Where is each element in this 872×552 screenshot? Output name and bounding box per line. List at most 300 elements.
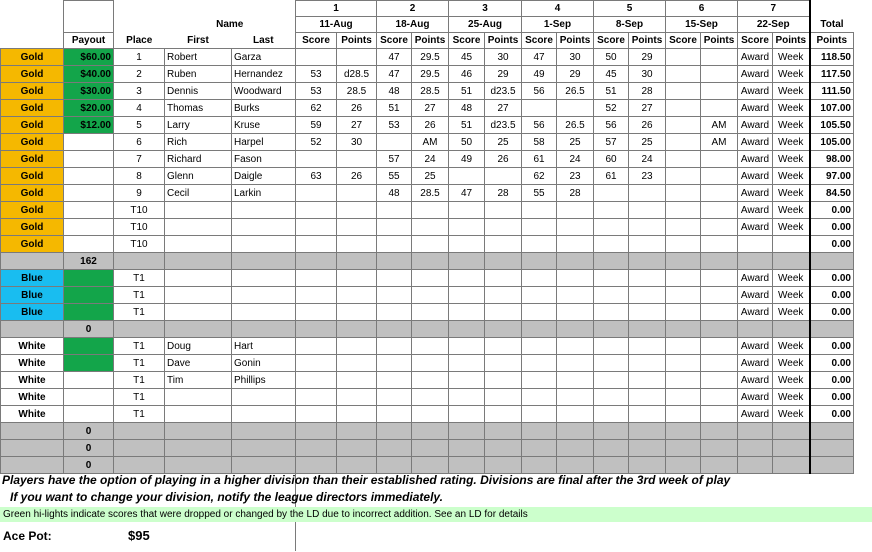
points-cell[interactable]	[337, 270, 377, 287]
place-cell[interactable]: T1	[114, 372, 165, 389]
first-name-cell[interactable]: Ruben	[165, 66, 232, 83]
score-cell[interactable]: 46	[449, 66, 485, 83]
score-cell[interactable]	[377, 219, 412, 236]
points-cell[interactable]: 27	[412, 100, 449, 117]
place-cell[interactable]: 4	[114, 100, 165, 117]
total-points-cell[interactable]: 0.00	[810, 236, 854, 253]
points-cell[interactable]	[629, 355, 666, 372]
last-name-cell[interactable]: Burks	[232, 100, 296, 117]
score-cell[interactable]: Award	[738, 270, 773, 287]
score-cell[interactable]: 50	[594, 49, 629, 66]
place-cell[interactable]: T1	[114, 338, 165, 355]
points-cell[interactable]	[629, 270, 666, 287]
division-cell[interactable]: Gold	[1, 83, 64, 100]
division-cell[interactable]: Gold	[1, 134, 64, 151]
points-cell[interactable]	[412, 219, 449, 236]
score-cell[interactable]	[594, 355, 629, 372]
score-cell[interactable]	[666, 49, 701, 66]
points-cell[interactable]: 29	[557, 66, 594, 83]
points-cell[interactable]	[337, 49, 377, 66]
payout-cell[interactable]	[64, 134, 114, 151]
last-name-cell[interactable]	[232, 270, 296, 287]
points-cell[interactable]	[412, 389, 449, 406]
place-cell[interactable]: 1	[114, 49, 165, 66]
total-points-cell[interactable]: 111.50	[810, 83, 854, 100]
place-cell[interactable]: T10	[114, 202, 165, 219]
points-cell[interactable]	[701, 202, 738, 219]
score-cell[interactable]: 56	[594, 117, 629, 134]
division-cell[interactable]: Gold	[1, 202, 64, 219]
score-cell[interactable]	[522, 372, 557, 389]
points-cell[interactable]	[485, 372, 522, 389]
payout-cell[interactable]: $12.00	[64, 117, 114, 134]
score-cell[interactable]	[666, 219, 701, 236]
score-cell[interactable]	[449, 304, 485, 321]
first-name-cell[interactable]: Larry	[165, 117, 232, 134]
points-cell[interactable]	[485, 287, 522, 304]
points-cell[interactable]	[629, 287, 666, 304]
place-cell[interactable]: 3	[114, 83, 165, 100]
score-cell[interactable]	[296, 270, 337, 287]
score-cell[interactable]: Award	[738, 406, 773, 423]
score-cell[interactable]	[377, 406, 412, 423]
points-cell[interactable]: 28	[629, 83, 666, 100]
points-cell[interactable]	[629, 236, 666, 253]
place-cell[interactable]: T1	[114, 304, 165, 321]
score-cell[interactable]: 61	[594, 168, 629, 185]
score-cell[interactable]	[666, 185, 701, 202]
division-cell[interactable]: Gold	[1, 236, 64, 253]
points-cell[interactable]: Week	[773, 304, 810, 321]
points-cell[interactable]: AM	[701, 117, 738, 134]
points-cell[interactable]: 26	[412, 117, 449, 134]
total-points-cell[interactable]: 0.00	[810, 338, 854, 355]
score-cell[interactable]	[594, 287, 629, 304]
points-cell[interactable]	[701, 236, 738, 253]
points-cell[interactable]: 24	[412, 151, 449, 168]
score-cell[interactable]	[449, 372, 485, 389]
points-cell[interactable]	[557, 270, 594, 287]
score-cell[interactable]	[594, 372, 629, 389]
first-name-cell[interactable]: Dave	[165, 355, 232, 372]
score-cell[interactable]: Award	[738, 202, 773, 219]
first-name-cell[interactable]	[165, 219, 232, 236]
score-cell[interactable]	[449, 355, 485, 372]
points-cell[interactable]	[701, 338, 738, 355]
points-cell[interactable]: Week	[773, 83, 810, 100]
score-cell[interactable]	[449, 389, 485, 406]
score-cell[interactable]: 55	[522, 185, 557, 202]
last-name-cell[interactable]	[232, 304, 296, 321]
points-cell[interactable]	[337, 372, 377, 389]
first-name-cell[interactable]: Dennis	[165, 83, 232, 100]
score-cell[interactable]: 50	[449, 134, 485, 151]
points-cell[interactable]: 27	[629, 100, 666, 117]
division-cell[interactable]: White	[1, 406, 64, 423]
place-cell[interactable]: T1	[114, 287, 165, 304]
points-cell[interactable]	[485, 406, 522, 423]
points-cell[interactable]	[412, 406, 449, 423]
score-cell[interactable]	[594, 389, 629, 406]
place-cell[interactable]: T1	[114, 406, 165, 423]
points-cell[interactable]: 30	[557, 49, 594, 66]
points-cell[interactable]	[701, 219, 738, 236]
points-cell[interactable]	[557, 304, 594, 321]
last-name-cell[interactable]: Fason	[232, 151, 296, 168]
last-name-cell[interactable]: Daigle	[232, 168, 296, 185]
score-cell[interactable]	[594, 338, 629, 355]
score-cell[interactable]	[522, 270, 557, 287]
payout-cell[interactable]: $60.00	[64, 49, 114, 66]
points-cell[interactable]	[557, 372, 594, 389]
score-cell[interactable]	[296, 49, 337, 66]
score-cell[interactable]: 47	[522, 49, 557, 66]
payout-cell[interactable]	[64, 406, 114, 423]
first-name-cell[interactable]	[165, 270, 232, 287]
total-points-cell[interactable]: 84.50	[810, 185, 854, 202]
points-cell[interactable]: Week	[773, 338, 810, 355]
payout-cell[interactable]	[64, 338, 114, 355]
score-cell[interactable]: 45	[449, 49, 485, 66]
last-name-cell[interactable]: Hart	[232, 338, 296, 355]
first-name-cell[interactable]	[165, 287, 232, 304]
points-cell[interactable]: Week	[773, 270, 810, 287]
score-cell[interactable]: 52	[594, 100, 629, 117]
points-cell[interactable]: 25	[412, 168, 449, 185]
score-cell[interactable]	[449, 168, 485, 185]
score-cell[interactable]: Award	[738, 66, 773, 83]
score-cell[interactable]	[522, 202, 557, 219]
total-points-cell[interactable]: 0.00	[810, 270, 854, 287]
points-cell[interactable]	[629, 338, 666, 355]
score-cell[interactable]: Award	[738, 83, 773, 100]
points-cell[interactable]	[337, 287, 377, 304]
points-cell[interactable]: 26.5	[557, 117, 594, 134]
points-cell[interactable]: 28.5	[412, 185, 449, 202]
score-cell[interactable]	[666, 66, 701, 83]
payout-cell[interactable]	[64, 202, 114, 219]
points-cell[interactable]	[701, 168, 738, 185]
total-points-cell[interactable]: 105.00	[810, 134, 854, 151]
score-cell[interactable]: 56	[522, 83, 557, 100]
points-cell[interactable]: 30	[337, 134, 377, 151]
division-cell[interactable]: Gold	[1, 117, 64, 134]
total-points-cell[interactable]: 98.00	[810, 151, 854, 168]
place-cell[interactable]: T10	[114, 219, 165, 236]
points-cell[interactable]	[629, 406, 666, 423]
points-cell[interactable]: 30	[485, 49, 522, 66]
score-cell[interactable]: 52	[296, 134, 337, 151]
first-name-cell[interactable]	[165, 389, 232, 406]
payout-cell[interactable]	[64, 168, 114, 185]
points-cell[interactable]	[485, 338, 522, 355]
score-cell[interactable]: 53	[296, 83, 337, 100]
score-cell[interactable]: 45	[594, 66, 629, 83]
score-cell[interactable]: Award	[738, 355, 773, 372]
points-cell[interactable]	[557, 355, 594, 372]
score-cell[interactable]	[666, 236, 701, 253]
points-cell[interactable]: 29.5	[412, 49, 449, 66]
points-cell[interactable]: Week	[773, 100, 810, 117]
points-cell[interactable]	[701, 66, 738, 83]
points-cell[interactable]	[557, 202, 594, 219]
points-cell[interactable]	[701, 372, 738, 389]
payout-cell[interactable]	[64, 219, 114, 236]
place-cell[interactable]: 7	[114, 151, 165, 168]
points-cell[interactable]: 26	[485, 151, 522, 168]
division-cell[interactable]: Blue	[1, 304, 64, 321]
points-cell[interactable]	[701, 185, 738, 202]
first-name-cell[interactable]	[165, 406, 232, 423]
score-cell[interactable]: 53	[377, 117, 412, 134]
points-cell[interactable]: 25	[629, 134, 666, 151]
points-cell[interactable]: Week	[773, 49, 810, 66]
points-cell[interactable]	[629, 372, 666, 389]
score-cell[interactable]	[377, 287, 412, 304]
score-cell[interactable]: 51	[594, 83, 629, 100]
payout-cell[interactable]: $30.00	[64, 83, 114, 100]
points-cell[interactable]	[557, 338, 594, 355]
score-cell[interactable]: Award	[738, 117, 773, 134]
score-cell[interactable]	[594, 304, 629, 321]
points-cell[interactable]	[557, 389, 594, 406]
points-cell[interactable]	[337, 304, 377, 321]
points-cell[interactable]: 26	[629, 117, 666, 134]
points-cell[interactable]	[337, 202, 377, 219]
points-cell[interactable]	[701, 151, 738, 168]
division-cell[interactable]: White	[1, 338, 64, 355]
score-cell[interactable]	[594, 219, 629, 236]
points-cell[interactable]: Week	[773, 372, 810, 389]
points-cell[interactable]: Week	[773, 202, 810, 219]
points-cell[interactable]	[701, 270, 738, 287]
points-cell[interactable]: d23.5	[485, 117, 522, 134]
score-cell[interactable]	[377, 389, 412, 406]
points-cell[interactable]	[337, 406, 377, 423]
points-cell[interactable]: 29.5	[412, 66, 449, 83]
score-cell[interactable]: 62	[522, 168, 557, 185]
points-cell[interactable]	[337, 338, 377, 355]
score-cell[interactable]: 58	[522, 134, 557, 151]
score-cell[interactable]: 47	[377, 66, 412, 83]
first-name-cell[interactable]	[165, 202, 232, 219]
last-name-cell[interactable]: Larkin	[232, 185, 296, 202]
place-cell[interactable]: 6	[114, 134, 165, 151]
division-cell[interactable]: Gold	[1, 49, 64, 66]
score-cell[interactable]	[522, 287, 557, 304]
score-cell[interactable]	[666, 389, 701, 406]
payout-cell[interactable]	[64, 389, 114, 406]
payout-cell[interactable]	[64, 372, 114, 389]
score-cell[interactable]: Award	[738, 219, 773, 236]
points-cell[interactable]	[485, 270, 522, 287]
points-cell[interactable]: 23	[557, 168, 594, 185]
first-name-cell[interactable]: Tim	[165, 372, 232, 389]
points-cell[interactable]: Week	[773, 117, 810, 134]
points-cell[interactable]	[629, 202, 666, 219]
points-cell[interactable]: Week	[773, 287, 810, 304]
first-name-cell[interactable]: Richard	[165, 151, 232, 168]
points-cell[interactable]: 26	[337, 168, 377, 185]
score-cell[interactable]	[296, 219, 337, 236]
score-cell[interactable]: Award	[738, 151, 773, 168]
total-points-cell[interactable]: 118.50	[810, 49, 854, 66]
score-cell[interactable]: 49	[449, 151, 485, 168]
last-name-cell[interactable]	[232, 202, 296, 219]
score-cell[interactable]	[666, 287, 701, 304]
score-cell[interactable]	[377, 134, 412, 151]
points-cell[interactable]: 24	[557, 151, 594, 168]
score-cell[interactable]	[594, 236, 629, 253]
last-name-cell[interactable]: Garza	[232, 49, 296, 66]
points-cell[interactable]	[412, 372, 449, 389]
score-cell[interactable]: 47	[449, 185, 485, 202]
total-points-cell[interactable]: 0.00	[810, 219, 854, 236]
score-cell[interactable]	[296, 372, 337, 389]
score-cell[interactable]: Award	[738, 304, 773, 321]
last-name-cell[interactable]: Kruse	[232, 117, 296, 134]
points-cell[interactable]	[701, 49, 738, 66]
place-cell[interactable]: T1	[114, 389, 165, 406]
total-points-cell[interactable]: 107.00	[810, 100, 854, 117]
points-cell[interactable]	[412, 270, 449, 287]
last-name-cell[interactable]	[232, 406, 296, 423]
points-cell[interactable]	[412, 236, 449, 253]
place-cell[interactable]: T1	[114, 270, 165, 287]
score-cell[interactable]	[522, 389, 557, 406]
score-cell[interactable]	[666, 338, 701, 355]
score-cell[interactable]	[738, 236, 773, 253]
points-cell[interactable]	[485, 236, 522, 253]
points-cell[interactable]: Week	[773, 389, 810, 406]
score-cell[interactable]: 57	[594, 134, 629, 151]
payout-cell[interactable]	[64, 236, 114, 253]
points-cell[interactable]: 26.5	[557, 83, 594, 100]
points-cell[interactable]	[629, 389, 666, 406]
points-cell[interactable]	[557, 406, 594, 423]
score-cell[interactable]: 48	[377, 83, 412, 100]
total-points-cell[interactable]: 0.00	[810, 202, 854, 219]
score-cell[interactable]	[296, 389, 337, 406]
score-cell[interactable]	[666, 168, 701, 185]
score-cell[interactable]	[666, 355, 701, 372]
points-cell[interactable]	[337, 151, 377, 168]
points-cell[interactable]: 25	[485, 134, 522, 151]
score-cell[interactable]: 63	[296, 168, 337, 185]
score-cell[interactable]	[666, 406, 701, 423]
score-cell[interactable]: Award	[738, 49, 773, 66]
total-points-cell[interactable]: 0.00	[810, 355, 854, 372]
score-cell[interactable]: 55	[377, 168, 412, 185]
points-cell[interactable]	[701, 287, 738, 304]
points-cell[interactable]: Week	[773, 151, 810, 168]
points-cell[interactable]	[485, 389, 522, 406]
score-cell[interactable]: 56	[522, 117, 557, 134]
score-cell[interactable]	[296, 304, 337, 321]
points-cell[interactable]	[412, 202, 449, 219]
first-name-cell[interactable]	[165, 236, 232, 253]
score-cell[interactable]: 48	[449, 100, 485, 117]
score-cell[interactable]	[522, 304, 557, 321]
score-cell[interactable]	[666, 202, 701, 219]
score-cell[interactable]: 51	[377, 100, 412, 117]
points-cell[interactable]	[337, 185, 377, 202]
payout-cell[interactable]	[64, 304, 114, 321]
score-cell[interactable]	[377, 304, 412, 321]
score-cell[interactable]: 61	[522, 151, 557, 168]
points-cell[interactable]	[629, 185, 666, 202]
points-cell[interactable]: Week	[773, 355, 810, 372]
points-cell[interactable]: Week	[773, 168, 810, 185]
points-cell[interactable]: 27	[337, 117, 377, 134]
score-cell[interactable]: 51	[449, 117, 485, 134]
points-cell[interactable]: 25	[557, 134, 594, 151]
score-cell[interactable]: 47	[377, 49, 412, 66]
last-name-cell[interactable]	[232, 236, 296, 253]
first-name-cell[interactable]: Rich	[165, 134, 232, 151]
score-cell[interactable]	[296, 338, 337, 355]
score-cell[interactable]	[666, 134, 701, 151]
last-name-cell[interactable]: Hernandez	[232, 66, 296, 83]
score-cell[interactable]	[296, 151, 337, 168]
score-cell[interactable]: 48	[377, 185, 412, 202]
division-cell[interactable]: White	[1, 355, 64, 372]
points-cell[interactable]	[701, 406, 738, 423]
total-points-cell[interactable]: 105.50	[810, 117, 854, 134]
place-cell[interactable]: T1	[114, 355, 165, 372]
score-cell[interactable]	[377, 270, 412, 287]
total-points-cell[interactable]: 97.00	[810, 168, 854, 185]
score-cell[interactable]: Award	[738, 372, 773, 389]
first-name-cell[interactable]: Robert	[165, 49, 232, 66]
total-points-cell[interactable]: 0.00	[810, 389, 854, 406]
score-cell[interactable]: 60	[594, 151, 629, 168]
score-cell[interactable]: Award	[738, 134, 773, 151]
division-cell[interactable]: Gold	[1, 151, 64, 168]
score-cell[interactable]: 51	[449, 83, 485, 100]
points-cell[interactable]	[337, 389, 377, 406]
points-cell[interactable]	[701, 100, 738, 117]
points-cell[interactable]	[557, 287, 594, 304]
payout-cell[interactable]	[64, 355, 114, 372]
points-cell[interactable]: AM	[701, 134, 738, 151]
last-name-cell[interactable]	[232, 389, 296, 406]
score-cell[interactable]: Award	[738, 168, 773, 185]
first-name-cell[interactable]: Doug	[165, 338, 232, 355]
score-cell[interactable]	[377, 372, 412, 389]
score-cell[interactable]	[449, 236, 485, 253]
points-cell[interactable]	[701, 304, 738, 321]
points-cell[interactable]	[412, 287, 449, 304]
score-cell[interactable]	[377, 355, 412, 372]
last-name-cell[interactable]: Harpel	[232, 134, 296, 151]
score-cell[interactable]	[296, 287, 337, 304]
last-name-cell[interactable]	[232, 219, 296, 236]
score-cell[interactable]	[449, 219, 485, 236]
points-cell[interactable]	[337, 236, 377, 253]
division-cell[interactable]: Gold	[1, 66, 64, 83]
score-cell[interactable]	[594, 406, 629, 423]
score-cell[interactable]	[449, 406, 485, 423]
score-cell[interactable]	[666, 151, 701, 168]
division-cell[interactable]: White	[1, 372, 64, 389]
payout-cell[interactable]	[64, 287, 114, 304]
score-cell[interactable]	[522, 338, 557, 355]
points-cell[interactable]	[701, 83, 738, 100]
place-cell[interactable]: 2	[114, 66, 165, 83]
points-cell[interactable]: 28.5	[412, 83, 449, 100]
points-cell[interactable]	[412, 304, 449, 321]
